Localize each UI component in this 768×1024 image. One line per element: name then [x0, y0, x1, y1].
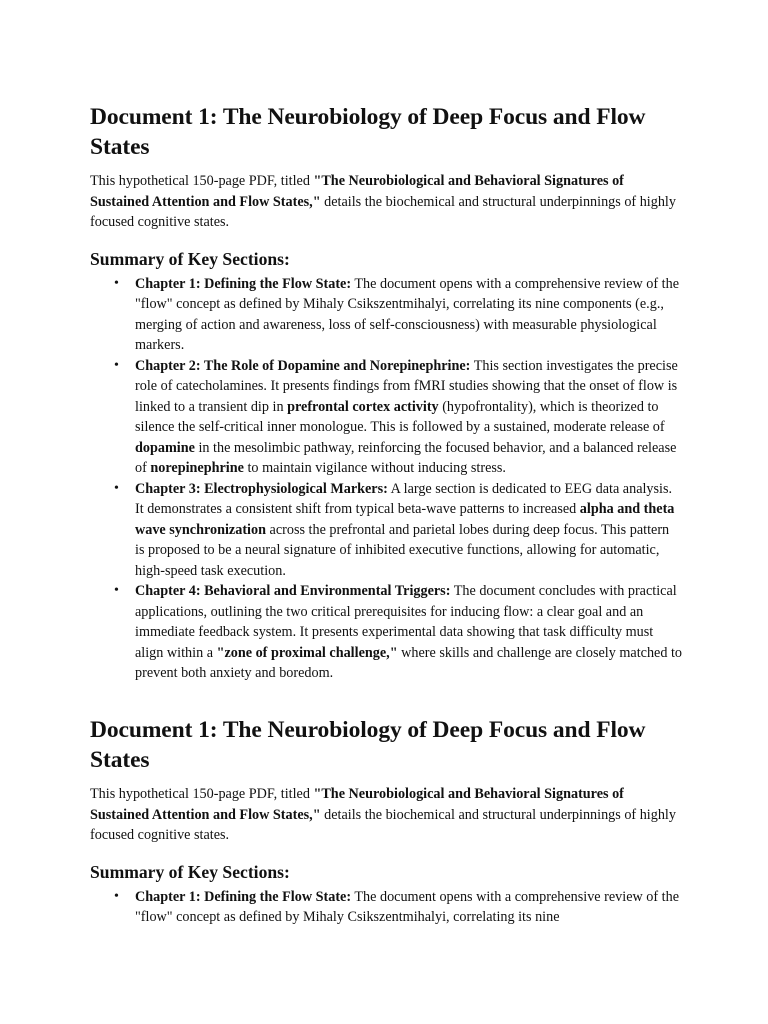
- emphasis-text: alpha and theta wave synchronization: [135, 501, 675, 538]
- bullet-icon: •: [114, 888, 119, 904]
- summary-heading: Summary of Key Sections:: [90, 248, 290, 269]
- chapter-label: Chapter 4: Behavioral and Environmental Triggers:: [135, 583, 451, 599]
- chapter-text: (hypofrontality), which is theorized to silence the self-critical inner monologue. This is followed by a sustained, moderate release of: [135, 398, 665, 435]
- list-item: [90, 581, 682, 684]
- bullet-icon: •: [114, 275, 119, 291]
- chapter-label: Chapter 1: Defining the Flow State:: [135, 888, 352, 905]
- chapter-text: where skills and challenge are closely matched to prevent both anxiety and boredom.: [135, 644, 683, 681]
- document-title: Document 1: The Neurobiology of Deep Focus and Flow States: [90, 104, 646, 160]
- intro-text: This hypothetical 150-page PDF, titled: [90, 173, 314, 189]
- chapter-text: The document opens with a comprehensive review of the "flow" concept as defined by Mihaly Csikszentmihalyi, correlating its nine: [135, 888, 679, 925]
- chapter-text: to maintain vigilance without inducing stress.: [243, 460, 506, 476]
- chapter-list: [90, 274, 682, 684]
- chapter-label: Chapter 3: Electrophysiological Markers:: [135, 480, 388, 497]
- bullet-icon: •: [114, 480, 119, 496]
- document-section: [90, 102, 682, 684]
- emphasis-text: norepinephrine: [150, 460, 244, 476]
- chapter-list: [90, 887, 682, 928]
- intro-text: details the biochemical and structural underpinnings of highly focused cognitive states.: [90, 193, 676, 230]
- chapter-text: The document opens with a comprehensive review of the "flow" concept as defined by Mihaly Csikszentmihalyi, correlating its nine components (e.g., merging of action and awareness, loss of self-consciousness) with measurable physiological markers.: [135, 275, 679, 353]
- chapter-text: across the prefrontal and parietal lobes during deep focus. This pattern is proposed to be a neural signature of inhibited executive functions, allowing for automatic, high-speed task execution.: [135, 521, 670, 579]
- bullet-icon: •: [114, 583, 119, 598]
- intro-paragraph: [90, 784, 682, 846]
- chapter-text: The document concludes with practical applications, outlining the two critical prerequisites for inducing flow: a clear goal and an immediate feedback system. It presents experimental data showing that task difficulty must align within a: [135, 583, 677, 661]
- list-item: [90, 479, 682, 582]
- chapter-text: in the mesolimbic pathway, reinforcing the focused behavior, and a balanced release of: [135, 439, 677, 476]
- document-title: Document 1: The Neurobiology of Deep Focus and Flow States: [90, 717, 646, 773]
- chapter-label: Chapter 1: Defining the Flow State:: [135, 275, 352, 292]
- intro-paragraph: [90, 171, 682, 233]
- bullet-icon: •: [114, 357, 119, 373]
- intro-text: details the biochemical and structural underpinnings of highly focused cognitive states.: [90, 806, 676, 843]
- document-section: [90, 715, 682, 928]
- emphasis-text: prefrontal cortex activity: [287, 398, 439, 415]
- chapter-label: Chapter 2: The Role of Dopamine and Norepinephrine:: [135, 357, 471, 374]
- chapter-text: This section investigates the precise role of catecholamines. It presents findings from fMRI studies showing that the onset of flow is linked to a transient dip in: [135, 357, 678, 415]
- intro-text: This hypothetical 150-page PDF, titled: [90, 786, 314, 802]
- summary-heading: Summary of Key Sections:: [90, 861, 290, 882]
- chapter-text: A large section is dedicated to EEG data analysis. It demonstrates a consistent shift from typical beta-wave patterns to increased: [135, 480, 673, 517]
- pdf-title-text: "The Neurobiological and Behavioral Signatures of Sustained Attention and Flow States,": [90, 173, 624, 210]
- emphasis-text: dopamine: [135, 439, 195, 456]
- pdf-title-text: "The Neurobiological and Behavioral Signatures of Sustained Attention and Flow States,": [90, 786, 624, 823]
- list-item: [90, 274, 682, 356]
- list-item: [90, 356, 682, 479]
- emphasis-text: "zone of proximal challenge,": [216, 644, 398, 661]
- list-item: [90, 887, 682, 928]
